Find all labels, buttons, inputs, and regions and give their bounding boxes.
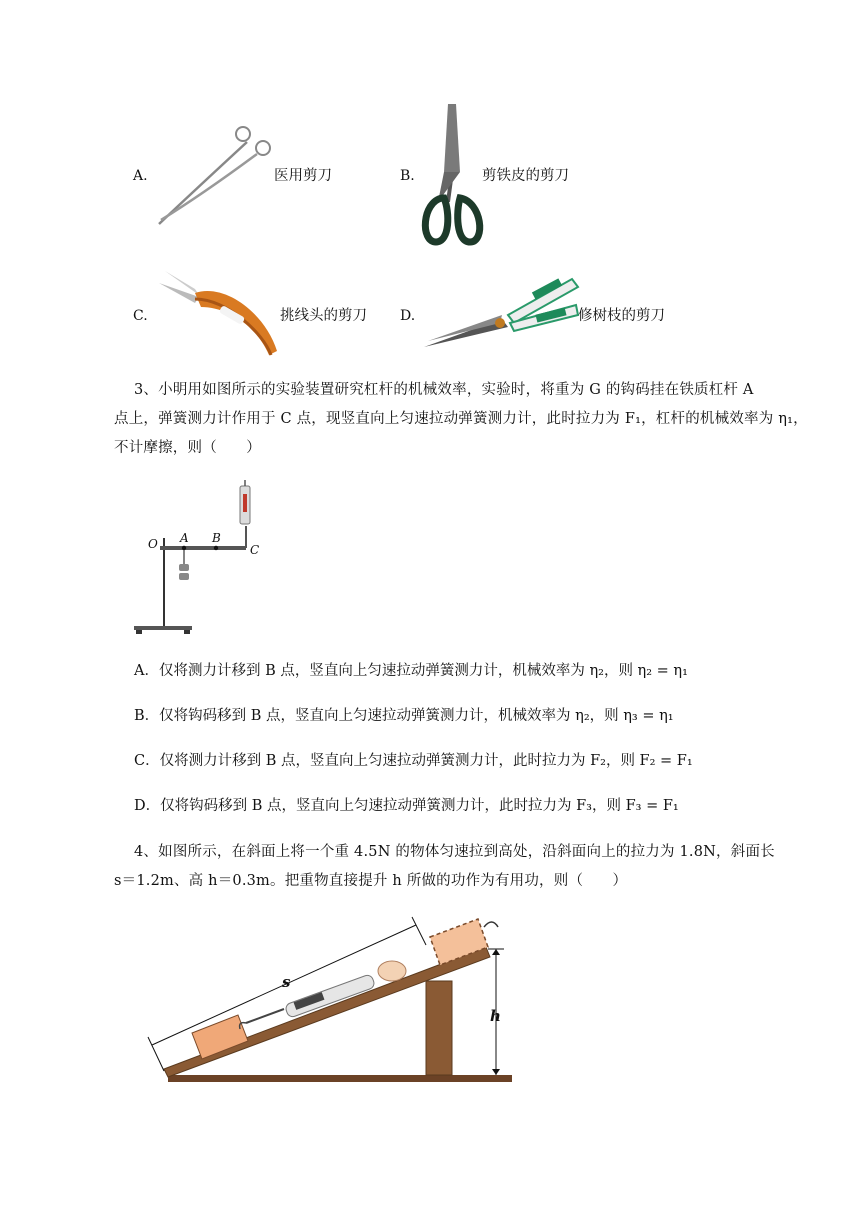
label-c: C: [250, 543, 260, 557]
thread-scissors-icon: [155, 263, 285, 363]
label-h: h: [490, 1007, 501, 1025]
q4-line-2: s＝1.2m、高 h＝0.3m。把重物直接提升 h 所做的功作为有用功，则（ ）: [114, 873, 628, 889]
q3-option-c: C．仅将测力计移到 B 点，竖直向上匀速拉动弹簧测力计，此时拉力为 F₂，则 F₂ = F₁: [134, 753, 693, 769]
label-b: B: [212, 531, 221, 545]
pruning-shears-icon: [422, 275, 587, 350]
q3-option-d: D．仅将钩码移到 B 点，竖直向上匀速拉动弹簧测力计，此时拉力为 F₃，则 F₃ = F₁: [134, 798, 679, 814]
q3-line-2: 点上，弹簧测力计作用于 C 点，现竖直向上匀速拉动弹簧测力计，此时拉力为 F₁，杠杆的机械效率为 η₁，: [114, 411, 808, 427]
option-b-letter: B.: [400, 168, 415, 184]
option-d-text: 修树枝的剪刀: [578, 308, 665, 324]
tin-snips-icon: [420, 102, 490, 247]
q3-line-3: 不计摩擦，则（ ）: [114, 440, 261, 456]
q3-option-b: B．仅将钩码移到 B 点，竖直向上匀速拉动弹簧测力计，机械效率为 η₂，则 η₃ = η₁: [134, 708, 674, 724]
label-s: s: [282, 973, 291, 991]
inclined-plane-figure: [134, 905, 524, 1090]
option-a-text: 医用剪刀: [274, 168, 332, 184]
q3-stem: [114, 376, 824, 463]
option-a-letter: A.: [133, 168, 148, 184]
q3-option-a: A．仅将测力计移到 B 点，竖直向上匀速拉动弹簧测力计，机械效率为 η₂，则 η₂ = η₁: [134, 663, 688, 679]
option-c-letter: C.: [133, 308, 148, 324]
q3-line-1: 3、小明用如图所示的实验装置研究杠杆的机械效率，实验时，将重为 G 的钩码挂在铁质杠杆 A: [134, 382, 754, 398]
medical-scissors-icon: [155, 120, 280, 230]
q4-stem: [114, 838, 824, 896]
lever-apparatus-figure: [130, 480, 270, 640]
option-c-text: 挑线头的剪刀: [280, 308, 367, 324]
label-o: O: [148, 537, 158, 551]
label-a: A: [180, 531, 189, 545]
option-d-letter: D.: [400, 308, 416, 324]
q4-line-1: 4、如图所示，在斜面上将一个重 4.5N 的物体匀速拉到高处，沿斜面向上的拉力为 1.8N，斜面长: [134, 844, 775, 860]
option-b-text: 剪铁皮的剪刀: [482, 168, 569, 184]
